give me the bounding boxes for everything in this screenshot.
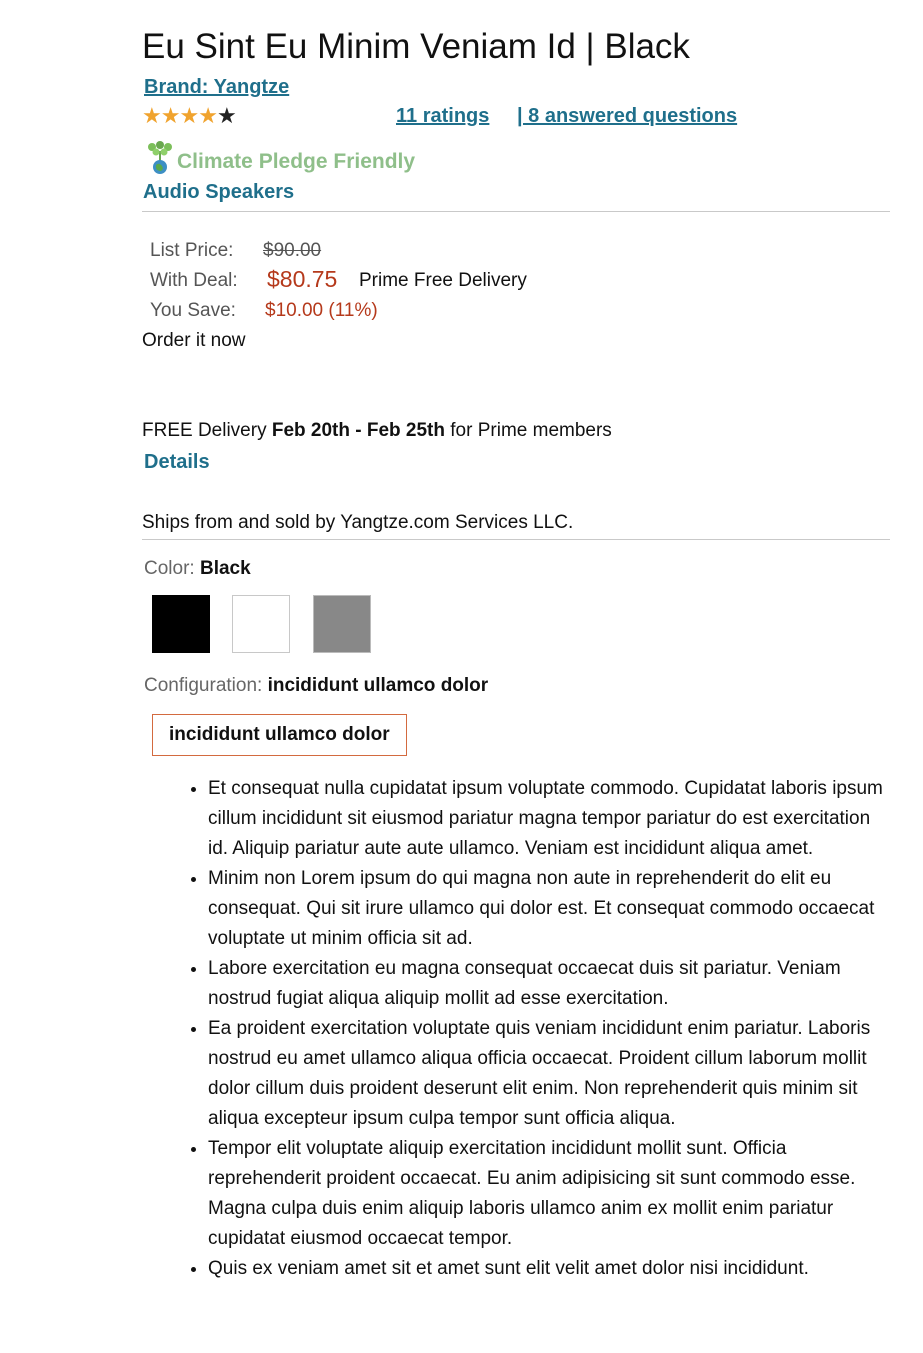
feature-bullet: • Tempor elit voluptate aliquip exercitation incididunt mollit sunt. Officia reprehenderit proident occaecat. Eu anim adipisicing sit sunt commodo esse. Magna culpa duis enim aliquip laboris ullamco anim ex mollit enim pariatur cupidatat eiusmod occaecat tempor.: [208, 1134, 890, 1254]
delivery-prefix: FREE Delivery: [142, 420, 272, 441]
divider: [142, 539, 890, 540]
deal-price-label: With Deal:: [150, 270, 238, 291]
price-table: [150, 236, 890, 326]
rating-row: [142, 103, 890, 133]
list-price-row: [150, 236, 890, 266]
product-detail-column: [142, 26, 890, 1284]
configuration-label: Configuration:: [144, 675, 268, 696]
color-swatches: [152, 595, 890, 655]
savings-value: $10.00 (11%): [265, 300, 378, 321]
star-icon: ★: [142, 103, 161, 128]
delivery-dates: Feb 20th - Feb 25th: [271, 420, 445, 441]
star-icon: ★: [160, 103, 180, 128]
climate-pledge-text: Climate Pledge Friendly: [177, 150, 416, 173]
list-price-value: $90.00: [263, 240, 322, 261]
divider: [142, 211, 890, 212]
color-selected-value: Black: [199, 558, 251, 579]
star-icon: ★: [179, 103, 199, 128]
color-swatch-grey[interactable]: [313, 595, 371, 653]
climate-pledge-icon: [144, 141, 176, 175]
star-icon: ★: [216, 103, 236, 128]
answered-questions-link[interactable]: | 8 answered questions: [517, 105, 738, 127]
savings-label: You Save:: [150, 300, 236, 321]
color-swatch-white[interactable]: [232, 595, 290, 653]
feature-bullet: • Quis ex veniam amet sit et amet sunt elit velit amet dolor nisi incididunt.: [208, 1254, 890, 1284]
savings-row: [150, 296, 890, 326]
category-link[interactable]: Audio Speakers: [143, 181, 295, 203]
feature-bullet: • Labore exercitation eu magna consequat occaecat duis sit pariatur. Veniam nostrud fugiat aliqua aliquip mollit ad esse exercitation.: [208, 954, 890, 1014]
configuration-selection-label: [144, 671, 890, 701]
brand-link[interactable]: Brand: Yangtze: [144, 76, 290, 98]
prime-delivery-note: Prime Free Delivery: [359, 270, 527, 291]
star-icon: ★: [198, 103, 217, 128]
color-swatch-black[interactable]: [152, 595, 210, 653]
list-price-label: List Price:: [150, 240, 234, 261]
feature-bullets: [142, 774, 890, 1284]
star-rating[interactable]: [142, 103, 236, 129]
feature-bullet: • Ea proident exercitation voluptate quis veniam incididunt enim pariatur. Laboris nostrud eu amet ullamco aliqua officia occaecat. Proident cillum laborum mollit dolor cillum duis proident deserunt elit enim. Non reprehenderit quis minim sit aliqua excepteur ipsum culpa tempor sunt officia aliqua.: [208, 1014, 890, 1134]
delivery-details-link[interactable]: Details: [144, 451, 210, 473]
climate-pledge-badge[interactable]: [142, 141, 890, 181]
configuration-selected-value: incididunt ullamco dolor: [267, 675, 489, 696]
ships-from-text: Ships from and sold by Yangtze.com Services LLC.: [142, 512, 574, 533]
product-title: Eu Sint Eu Minim Veniam Id | Black: [142, 27, 690, 66]
feature-bullet: • Minim non Lorem ipsum do qui magna non aute in reprehenderit do elit eu consequat. Qui sit irure ullamco qui dolor est. Et consequat commodo occaecat voluptate ut minim officia sit ad.: [208, 864, 890, 954]
delivery-info: [142, 416, 890, 446]
order-now-text: Order it now: [142, 330, 246, 351]
ratings-link[interactable]: 11 ratings: [396, 105, 490, 127]
delivery-suffix: for Prime members: [445, 420, 612, 441]
deal-price-row: [150, 266, 890, 296]
deal-price-value: $80.75: [267, 266, 338, 292]
feature-bullet: • Et consequat nulla cupidatat ipsum voluptate commodo. Cupidatat laboris ipsum cillum incididunt sit eiusmod pariatur magna tempor pariatur do est exercitation id. Aliquip pariatur aute aute ullamco. Veniam est incididunt aliqua amet.: [208, 774, 890, 864]
configuration-option-button[interactable]: incididunt ullamco dolor: [152, 714, 407, 756]
color-selection-label: [144, 554, 890, 584]
color-label: Color:: [144, 558, 200, 579]
